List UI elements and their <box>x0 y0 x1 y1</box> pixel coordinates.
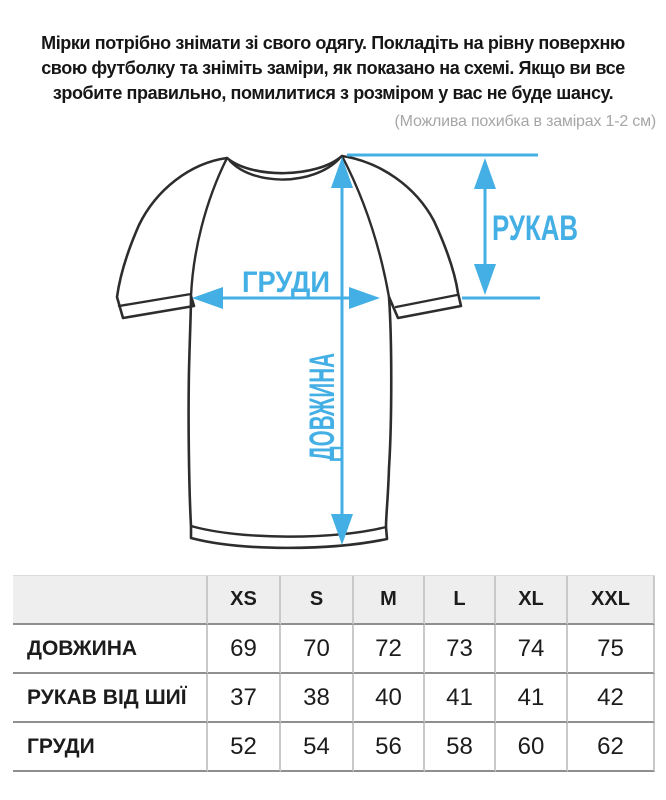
table-value: 73 <box>425 625 496 674</box>
table-value: 58 <box>425 723 496 772</box>
size-table <box>13 575 655 772</box>
table-value: 37 <box>208 674 281 723</box>
length-label: ДОВЖИНА <box>303 277 342 461</box>
table-value: 70 <box>281 625 354 674</box>
table-value: 42 <box>568 674 655 723</box>
size-column-header: S <box>281 576 354 625</box>
table-value: 56 <box>354 723 425 772</box>
row-label-length: ДОВЖИНА <box>13 625 208 674</box>
table-value: 52 <box>208 723 281 772</box>
intro-line: Мірки потрібно знімати зі свого одягу. Покладіть на рівну поверхню <box>41 33 625 53</box>
chest-label: ГРУДИ <box>242 266 330 299</box>
row-label-sleeve: РУКАВ ВІД ШИЇ <box>13 674 208 723</box>
intro-line: зробите правильно, помилитися з розміром у вас не буде шансу. <box>52 83 614 103</box>
table-value: 41 <box>425 674 496 723</box>
size-table-corner-cell <box>13 576 208 625</box>
intro-line: свою футболку та зніміть заміри, як показано на схемі. Якщо ви все <box>41 58 625 78</box>
sleeve-arrowhead-up <box>474 158 496 189</box>
table-value: 72 <box>354 625 425 674</box>
measurement-tolerance-note: (Можлива похибка в замірах 1-2 см) <box>394 113 656 130</box>
tshirt-outline <box>117 156 461 548</box>
table-value: 38 <box>281 674 354 723</box>
sleeve-arrowhead-down <box>474 264 496 295</box>
table-value: 41 <box>496 674 568 723</box>
size-column-header: XS <box>208 576 281 625</box>
size-column-header: XXL <box>568 576 655 625</box>
table-value: 75 <box>568 625 655 674</box>
size-column-header: L <box>425 576 496 625</box>
sleeve-label: РУКАВ <box>492 209 578 248</box>
table-value: 54 <box>281 723 354 772</box>
size-column-header: M <box>354 576 425 625</box>
row-label-chest: ГРУДИ <box>13 723 208 772</box>
table-value: 60 <box>496 723 568 772</box>
size-column-header: XL <box>496 576 568 625</box>
table-value: 62 <box>568 723 655 772</box>
table-value: 40 <box>354 674 425 723</box>
table-value: 74 <box>496 625 568 674</box>
table-value: 69 <box>208 625 281 674</box>
